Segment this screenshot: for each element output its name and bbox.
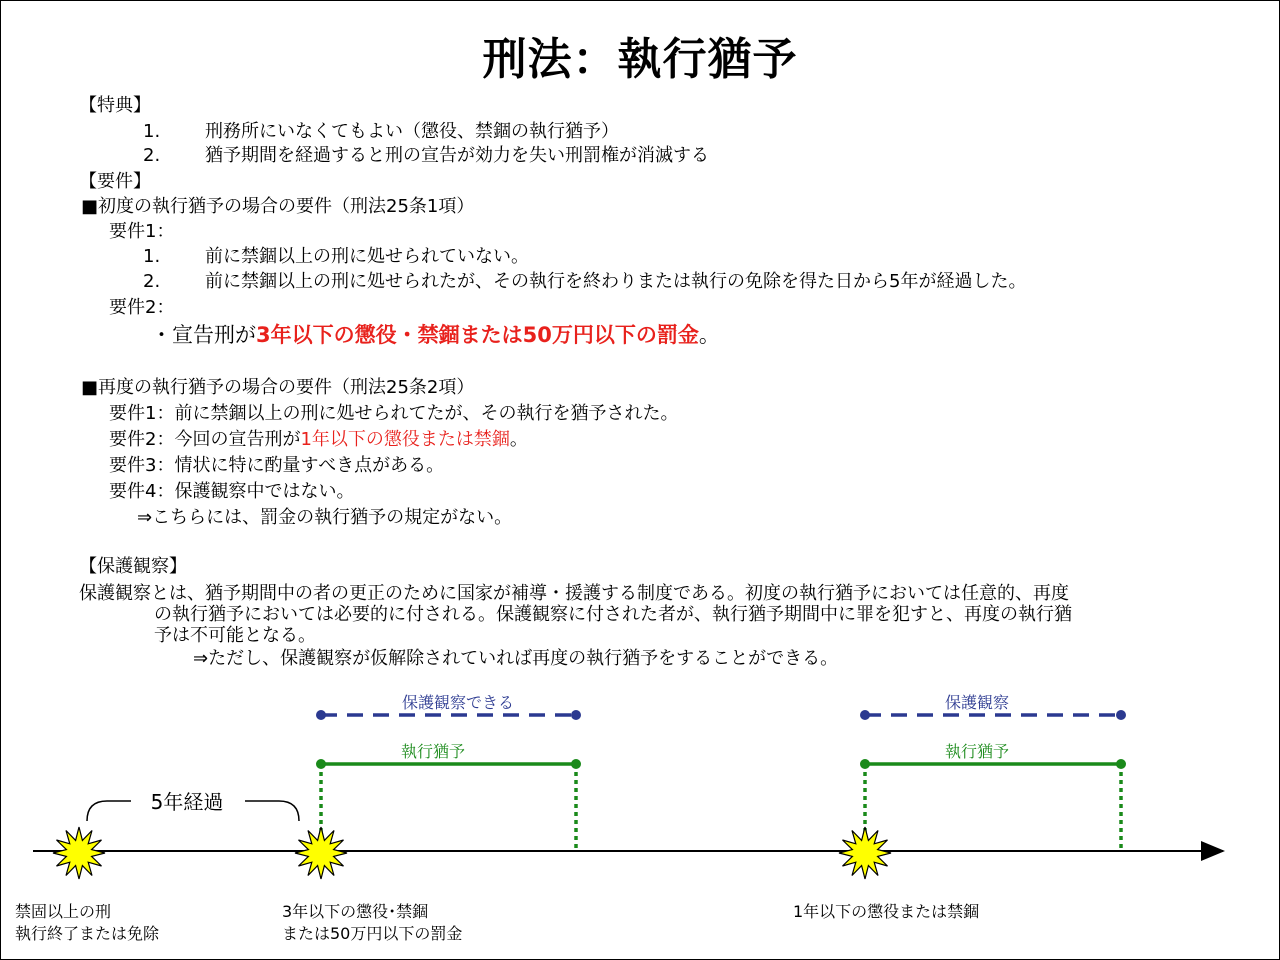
first-req1-text-2: 前に禁錮以上の刑に処せられたが、その執行を終わりまたは執行の免除を得た日から5年が経過した。 (205, 271, 1027, 292)
caption-2-line-2: または50万円以下の罰金 (282, 924, 463, 943)
second-req2-suffix: 。 (509, 429, 528, 450)
first-req1-label: 要件1： (109, 221, 175, 242)
event-star-3-icon (839, 827, 891, 879)
caption-1-line-1: 禁固以上の刑 (15, 902, 112, 921)
first-req2-highlight: 3年以下の懲役・禁錮または50万円以下の罰金 (256, 323, 699, 347)
segment1-probation-label: 保護観察できる (401, 693, 515, 712)
benefit-text-1: 刑務所にいなくてもよい（懲役、禁錮の執行猶予） (205, 121, 619, 142)
second-note: ⇒こちらには、罰金の執行猶予の規定がない。 (137, 507, 513, 528)
first-req2-prefix: ・宣告刑が (151, 323, 256, 347)
second-req4: 要件4：保護観察中ではない。 (109, 481, 355, 502)
segment2-probation-label: 保護観察 (944, 693, 1010, 712)
segment1-probation-end (571, 710, 581, 720)
second-req1: 要件1：前に禁錮以上の刑に処せられてたが、その執行を猶予された。 (109, 403, 679, 424)
probation-line-2: の執行猶予においては必要的に付される。保護観察に付された者が、執行猶予期間中に罪を犯すと、再度の執行猶 (154, 604, 1072, 625)
caption-3: 1年以下の懲役または禁錮 (793, 902, 980, 921)
benefit-num-2: 2. (143, 145, 161, 166)
benefit-num-1: 1. (143, 121, 161, 142)
segment1-probation-start (316, 710, 326, 720)
segment2-suspension-label: 執行猶予 (944, 742, 1010, 761)
event-star-2-icon (295, 827, 347, 879)
first-req1-text-1: 前に禁錮以上の刑に処せられていない。 (205, 246, 529, 267)
timeline-diagram (1, 1, 1279, 959)
benefits-heading: 【特典】 (79, 95, 151, 116)
first-req2-suffix: 。 (698, 323, 720, 347)
second-suspension-heading: ■再度の執行猶予の場合の要件（刑法25条2項） (81, 377, 475, 398)
second-req2-prefix: 要件2：今回の宣告刑が (109, 429, 301, 450)
segment2-probation-end (1116, 710, 1126, 720)
caption-1-line-2: 執行終了または免除 (15, 924, 160, 943)
segment2-probation-start (860, 710, 870, 720)
event-star-1-icon (53, 827, 105, 879)
benefit-text-2: 猶予期間を経過すると刑の宣告が効力を失い刑罰権が消滅する (205, 145, 709, 166)
probation-note: ⇒ただし、保護観察が仮解除されていれば再度の執行猶予をすることができる。 (193, 648, 839, 669)
elapsed-label: 5年経過 (150, 790, 224, 814)
requirements-heading: 【要件】 (79, 171, 151, 192)
first-req1-num-2: 2. (143, 271, 161, 292)
second-req3: 要件3：情状に特に酌量すべき点がある。 (109, 455, 445, 476)
page-title: 刑法：執行猶予 (482, 34, 798, 85)
probation-line-3: 予は不可能となる。 (154, 625, 316, 646)
probation-heading: 【保護観察】 (79, 556, 187, 577)
first-req2-label: 要件2： (109, 297, 175, 318)
second-req2-highlight: 1年以下の懲役または禁錮 (300, 429, 510, 450)
segment1-suspension-label: 執行猶予 (400, 742, 466, 761)
caption-2-line-1: 3年以下の懲役･禁錮 (282, 902, 429, 921)
elapsed-brace-right (245, 801, 299, 821)
elapsed-brace-left (87, 801, 131, 821)
first-req1-num-1: 1. (143, 246, 161, 267)
first-suspension-heading: ■初度の執行猶予の場合の要件（刑法25条1項） (81, 196, 475, 217)
probation-line-1: 保護観察とは、猶予期間中の者の更正のために国家が補導・援護する制度である。初度の執行猶予においては任意的、再度 (79, 583, 1069, 604)
